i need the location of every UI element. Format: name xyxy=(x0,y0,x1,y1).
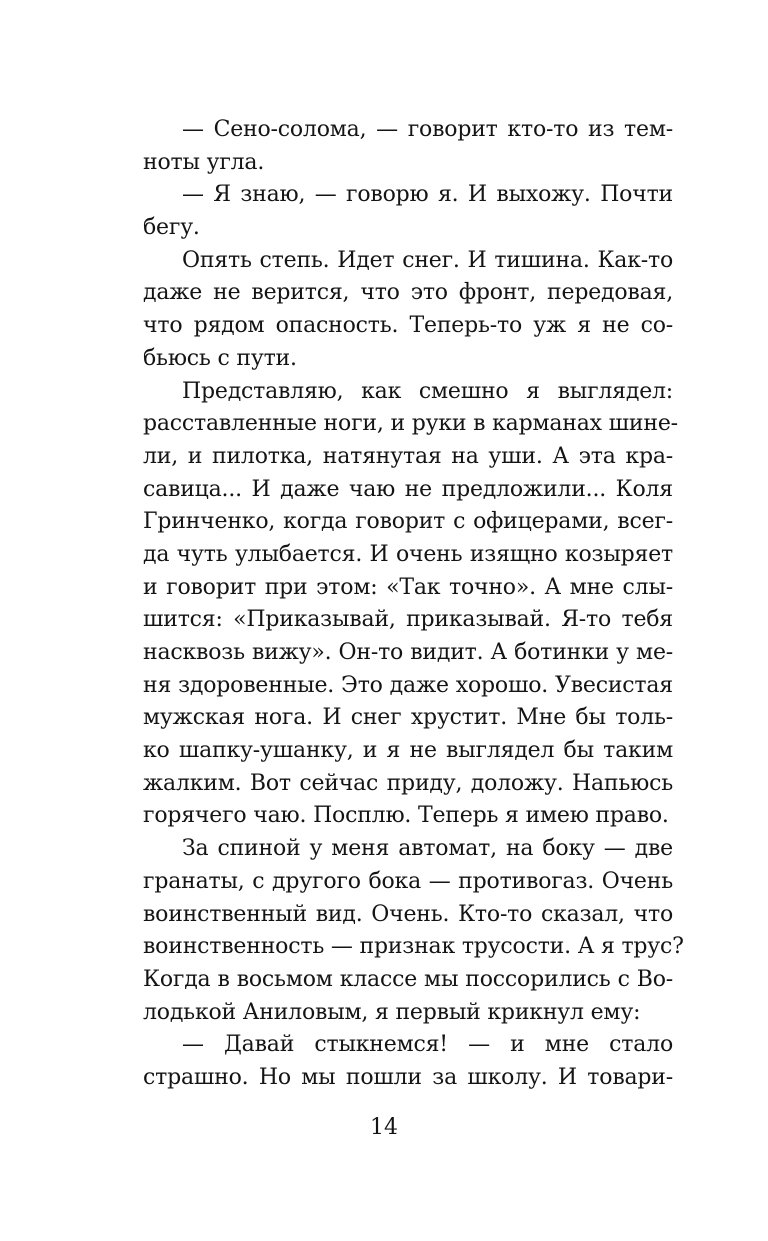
text-line: что рядом опасность. Теперь-то уж я не со- xyxy=(143,313,673,339)
text-line: шится: «Приказывай, приказывай. Я-то тебя xyxy=(143,607,673,633)
text-line: Когда в восьмом классе мы поссорились с Во- xyxy=(143,966,673,992)
text-line: За спиной у меня автомат, на боку — две xyxy=(182,836,673,862)
body-text xyxy=(143,114,684,1095)
text-line: бьюсь с пути. xyxy=(143,345,297,371)
text-line: Опять степь. Идет снег. И тишина. Как-то xyxy=(182,247,673,273)
text-line: савица... И даже чаю не предложили... Коля xyxy=(143,476,673,502)
text-line: Представляю, как смешно я выглядел: xyxy=(182,378,673,404)
text-line: страшно. Но мы пошли за школу. И товари- xyxy=(143,1064,673,1090)
text-line: ня здоровенные. Это даже хорошо. Увесистая xyxy=(143,672,673,698)
text-line: воинственный вид. Очень. Кто-то сказал, что xyxy=(143,901,673,927)
text-line: Гринченко, когда говорит с офицерами, всег- xyxy=(143,509,673,535)
text-line: бегу. xyxy=(143,215,200,241)
text-line: — Сено-солома, — говорит кто-то из тем- xyxy=(182,117,673,142)
text-line: — Давай стыкнемся! — и мне стало xyxy=(182,1032,673,1058)
text-line: воинственность — признак трусости. А я трус? xyxy=(143,934,684,960)
text-line: да чуть улыбается. И очень изящно козыряет xyxy=(143,541,673,567)
text-line: горячего чаю. Посплю. Теперь я имею право. xyxy=(143,803,669,829)
text-line: насквозь вижу». Он-то видит. А ботинки у ме- xyxy=(143,640,673,665)
page-number: 14 xyxy=(370,1115,398,1140)
text-line: мужская нога. И снег хрустит. Мне бы толь- xyxy=(143,705,673,731)
text-line: ли, и пилотка, натянутая на уши. А эта кра- xyxy=(143,443,673,469)
text-line: и говорит при этом: «Так точно». А мне слы- xyxy=(143,574,673,600)
text-line: расставленные ноги, и руки в карманах шине- xyxy=(143,411,678,437)
text-line: даже не верится, что это фронт, передовая, xyxy=(143,280,673,306)
text-line: лодькой Аниловым, я первый крикнул ему: xyxy=(143,999,641,1025)
text-line: ко шапку-ушанку, и я не выглядел бы таким xyxy=(143,738,673,764)
text-line: — Я знаю, — говорю я. И выхожу. Почти xyxy=(182,182,673,208)
text-line: ноты угла. xyxy=(143,149,265,175)
text-line: гранаты, с другого бока — противогаз. Очень xyxy=(143,868,673,894)
text-line: жалким. Вот сейчас приду, доложу. Напьюсь xyxy=(143,770,673,796)
